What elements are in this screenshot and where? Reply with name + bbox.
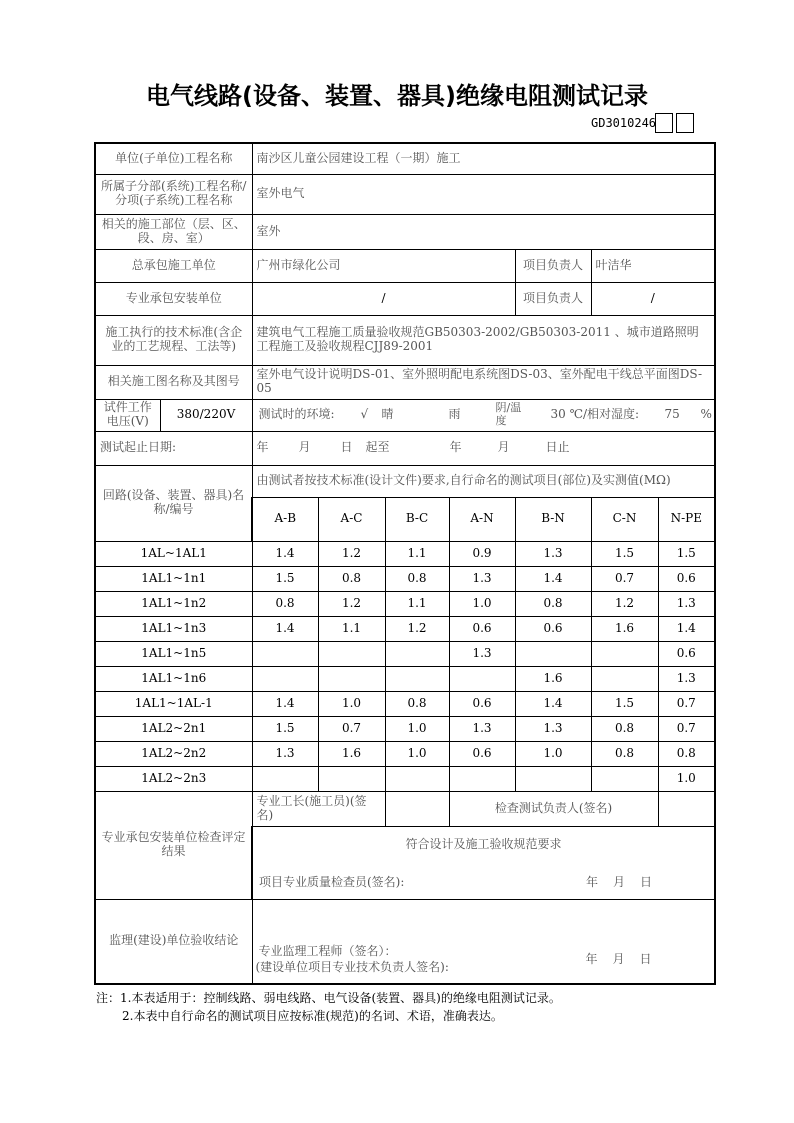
table-row (95, 591, 715, 616)
env-cloudy: 阴/温度 (495, 401, 522, 427)
col-header-npe: N-PE (658, 497, 715, 541)
col-header-bc: B-C (385, 497, 449, 541)
row-location (95, 214, 715, 249)
foreman-signature-field[interactable] (385, 791, 449, 826)
page-title: 电气线路(设备、装置、器具)绝缘电阻测试记录 (146, 82, 648, 110)
value-cell[interactable]: 1.4 (252, 541, 318, 566)
col-header-ab: A-B (252, 497, 318, 541)
drawing-value[interactable]: 室外电气设计说明DS-01、室外照明配电系统图DS-03、室外配电干线总平面图DS-05 (252, 365, 715, 399)
code-checkbox-2[interactable] (676, 113, 694, 133)
value-cell[interactable]: 1.5 (252, 716, 318, 741)
value-cell[interactable]: 1.5 (591, 691, 658, 716)
location-value[interactable]: 室外 (252, 214, 715, 249)
value-cell[interactable]: 0.8 (385, 691, 449, 716)
owner-signature-label: (建设单位项目专业技术负责人签名): (255, 959, 449, 974)
value-cell[interactable]: 1.3 (449, 566, 515, 591)
value-cell[interactable]: 1.2 (318, 541, 385, 566)
table-row (95, 691, 715, 716)
col-header-bn: B-N (515, 497, 591, 541)
row-environment (95, 399, 715, 431)
special-manager-label: 项目负责人 (515, 282, 591, 315)
value-cell[interactable]: 0.6 (658, 641, 715, 666)
value-cell[interactable]: 0.6 (449, 616, 515, 641)
value-cell[interactable]: 0.6 (449, 741, 515, 766)
inspection-day: 日 (640, 875, 653, 889)
unit-value[interactable]: 南沙区儿童公园建设工程（一期）施工 (252, 143, 715, 174)
value-cell[interactable]: 0.6 (449, 691, 515, 716)
value-cell[interactable]: 1.3 (515, 716, 591, 741)
value-cell[interactable]: 1.6 (515, 666, 591, 691)
table-row (95, 716, 715, 741)
circuit-name: 1AL2~2n2 (95, 741, 252, 766)
value-cell[interactable] (591, 666, 658, 691)
env-sunny: 晴 (381, 407, 394, 421)
circuit-name: 1AL2~2n1 (95, 716, 252, 741)
value-cell[interactable]: 1.0 (385, 716, 449, 741)
supervision-label: 监理(建设)单位验收结论 (95, 899, 252, 984)
date-label: 测试起止日期: (95, 431, 252, 465)
value-cell[interactable]: 1.5 (658, 541, 715, 566)
supervision-day: 日 (639, 951, 652, 966)
special-contractor-value[interactable]: / (252, 282, 515, 315)
unit-label: 单位(子单位)工程名称 (95, 143, 252, 174)
document-code: GD3010246 (591, 116, 657, 130)
value-cell[interactable]: 0.8 (252, 591, 318, 616)
inspection-result-cell (252, 826, 715, 899)
row-supervision (95, 899, 715, 984)
date-to-label: 日止 (545, 440, 570, 454)
location-label: 相关的施工部位（层、区、段、房、室） (95, 214, 252, 249)
circuit-name: 1AL1~1n1 (95, 566, 252, 591)
row-drawing (95, 365, 715, 399)
row-unit (95, 143, 715, 174)
col-header-an: A-N (449, 497, 515, 541)
special-manager-value[interactable]: / (591, 282, 715, 315)
general-manager-label: 项目负责人 (515, 249, 591, 282)
row-test-header-1 (95, 465, 715, 497)
env-percent: % (700, 407, 712, 421)
circuit-name: 1AL2~2n3 (95, 766, 252, 791)
environment-cell (252, 399, 715, 431)
value-cell[interactable]: 1.4 (515, 691, 591, 716)
note-2: 2.本表中自行命名的测试项目应按标准(规范)的名词、术语，准确表达。 (122, 1009, 503, 1023)
row-special (95, 282, 715, 315)
voltage-value[interactable]: 380/220V (160, 399, 252, 431)
date-month-from: 月 (298, 440, 311, 454)
supervision-month: 月 (612, 951, 625, 966)
table-row (95, 641, 715, 666)
value-cell[interactable]: 0.6 (515, 616, 591, 641)
value-cell[interactable]: 0.7 (318, 716, 385, 741)
date-year-from: 年 (256, 440, 269, 454)
division-value[interactable]: 室外电气 (252, 174, 715, 214)
circuit-label: 回路(设备、装置、器具)名称/编号 (95, 465, 252, 541)
circuit-name: 1AL1~1n2 (95, 591, 252, 616)
value-cell[interactable] (515, 641, 591, 666)
inspection-year: 年 (586, 875, 599, 889)
env-rain: 雨 (448, 407, 461, 421)
footnotes (96, 989, 561, 1025)
value-cell[interactable]: 0.7 (658, 716, 715, 741)
value-cell[interactable]: 1.2 (318, 591, 385, 616)
row-standard (95, 315, 715, 365)
tester-signature-field[interactable] (658, 791, 715, 826)
value-cell[interactable]: 0.7 (591, 566, 658, 591)
value-cell[interactable]: 0.7 (658, 691, 715, 716)
general-contractor-label: 总承包施工单位 (95, 249, 252, 282)
value-cell[interactable]: 1.0 (318, 691, 385, 716)
env-temperature[interactable]: 30 ℃/相对湿度: (550, 407, 640, 421)
table-row (95, 566, 715, 591)
value-cell[interactable] (318, 666, 385, 691)
circuit-name: 1AL1~1n5 (95, 641, 252, 666)
value-cell[interactable]: 0.8 (591, 716, 658, 741)
value-cell[interactable]: 1.5 (591, 541, 658, 566)
general-contractor-value[interactable]: 广州市绿化公司 (252, 249, 515, 282)
value-cell[interactable]: 1.4 (252, 691, 318, 716)
code-checkbox-1[interactable] (655, 113, 673, 133)
value-cell[interactable] (449, 766, 515, 791)
row-signatures (95, 791, 715, 826)
value-cell[interactable] (318, 641, 385, 666)
value-cell[interactable]: 1.4 (252, 616, 318, 641)
value-cell[interactable]: 1.2 (591, 591, 658, 616)
env-label: 测试时的环境: (258, 407, 335, 421)
value-cell[interactable]: 1.0 (385, 741, 449, 766)
voltage-label: 试件工作电压(V) (95, 399, 160, 431)
env-check[interactable]: √ (360, 407, 369, 421)
general-manager-value[interactable]: 叶洁华 (591, 249, 715, 282)
value-cell[interactable]: 1.3 (449, 641, 515, 666)
value-cell[interactable]: 1.4 (515, 566, 591, 591)
value-cell[interactable]: 1.1 (385, 591, 449, 616)
circuit-name: 1AL1~1n3 (95, 616, 252, 641)
supervision-year: 年 (585, 951, 598, 966)
value-cell[interactable]: 1.6 (591, 616, 658, 641)
table-row (95, 741, 715, 766)
date-day-from: 日 (340, 440, 353, 454)
circuit-name: 1AL1~1AL-1 (95, 691, 252, 716)
table-row (95, 541, 715, 566)
supervision-cell (252, 899, 715, 984)
value-cell[interactable]: 1.6 (318, 741, 385, 766)
value-cell[interactable]: 0.8 (515, 591, 591, 616)
value-cell[interactable] (252, 666, 318, 691)
value-cell[interactable]: 1.4 (658, 616, 715, 641)
value-cell[interactable]: 0.8 (318, 566, 385, 591)
value-cell[interactable]: 1.3 (252, 741, 318, 766)
row-general (95, 249, 715, 282)
record-form (94, 142, 716, 985)
value-cell[interactable]: 1.5 (252, 566, 318, 591)
value-cell[interactable]: 0.8 (591, 741, 658, 766)
date-from-label: 起至 (365, 440, 390, 454)
table-row (95, 616, 715, 641)
standard-label: 施工执行的技术标准(含企业的工艺规程、工法等) (95, 315, 252, 365)
value-cell[interactable] (385, 666, 449, 691)
circuit-name: 1AL1~1n6 (95, 666, 252, 691)
division-label: 所属子分部(系统)工程名称/分项(子系统)工程名称 (95, 174, 252, 214)
date-year-to: 年 (449, 440, 462, 454)
value-cell[interactable]: 0.9 (449, 541, 515, 566)
date-cell (252, 431, 715, 465)
value-cell[interactable]: 1.3 (658, 591, 715, 616)
value-cell[interactable] (385, 766, 449, 791)
foreman-signature-label: 专业工长(施工员)(签名) (252, 791, 385, 826)
inspection-month: 月 (613, 875, 626, 889)
value-cell[interactable]: 1.1 (385, 541, 449, 566)
value-cell[interactable] (318, 766, 385, 791)
value-cell[interactable] (591, 766, 658, 791)
value-cell[interactable]: 0.8 (385, 566, 449, 591)
row-division (95, 174, 715, 214)
standard-value[interactable]: 建筑电气工程施工质量验收规范GB50303-2002/GB50303-2011 、城市道路照明工程施工及验收规程CJJ89-2001 (252, 315, 715, 365)
value-cell[interactable] (385, 641, 449, 666)
note-1: 注：1.本表适用于：控制线路、弱电线路、电气设备(装置、器具)的绝缘电阻测试记录。 (96, 991, 561, 1005)
inspector-signature-label: 项目专业质量检查员(签名): (259, 875, 405, 889)
value-cell[interactable]: 0.8 (658, 741, 715, 766)
env-humidity[interactable]: 75 (664, 407, 680, 421)
col-header-cn: C-N (591, 497, 658, 541)
value-cell[interactable]: 1.0 (449, 591, 515, 616)
inspection-conclusion[interactable]: 符合设计及施工验收规范要求 (405, 837, 562, 851)
value-cell[interactable]: 1.1 (318, 616, 385, 641)
date-month-to: 月 (497, 440, 510, 454)
value-cell[interactable] (449, 666, 515, 691)
drawing-label: 相关施工图名称及其图号 (95, 365, 252, 399)
value-cell[interactable]: 1.0 (658, 766, 715, 791)
col-header-ac: A-C (318, 497, 385, 541)
supervisor-signature-label: 专业监理工程师（签名）： (258, 943, 397, 958)
special-contractor-label: 专业承包安装单位 (95, 282, 252, 315)
test-header-desc: 由测试者按技术标准(设计文件)要求,自行命名的测试项目(部位)及实测值(MΩ) (252, 465, 715, 497)
tester-signature-label: 检查测试负责人(签名) (449, 791, 658, 826)
value-cell[interactable] (591, 641, 658, 666)
inspection-label: 专业承包安装单位检查评定结果 (95, 791, 252, 899)
value-cell[interactable] (252, 766, 318, 791)
value-cell[interactable]: 1.3 (658, 666, 715, 691)
value-cell[interactable]: 1.3 (449, 716, 515, 741)
table-row (95, 766, 715, 791)
table-row (95, 666, 715, 691)
value-cell[interactable]: 1.2 (385, 616, 449, 641)
value-cell[interactable]: 0.6 (658, 566, 715, 591)
value-cell[interactable] (252, 641, 318, 666)
row-date (95, 431, 715, 465)
value-cell[interactable] (515, 766, 591, 791)
value-cell[interactable]: 1.3 (515, 541, 591, 566)
value-cell[interactable]: 1.0 (515, 741, 591, 766)
circuit-name: 1AL~1AL1 (95, 541, 252, 566)
